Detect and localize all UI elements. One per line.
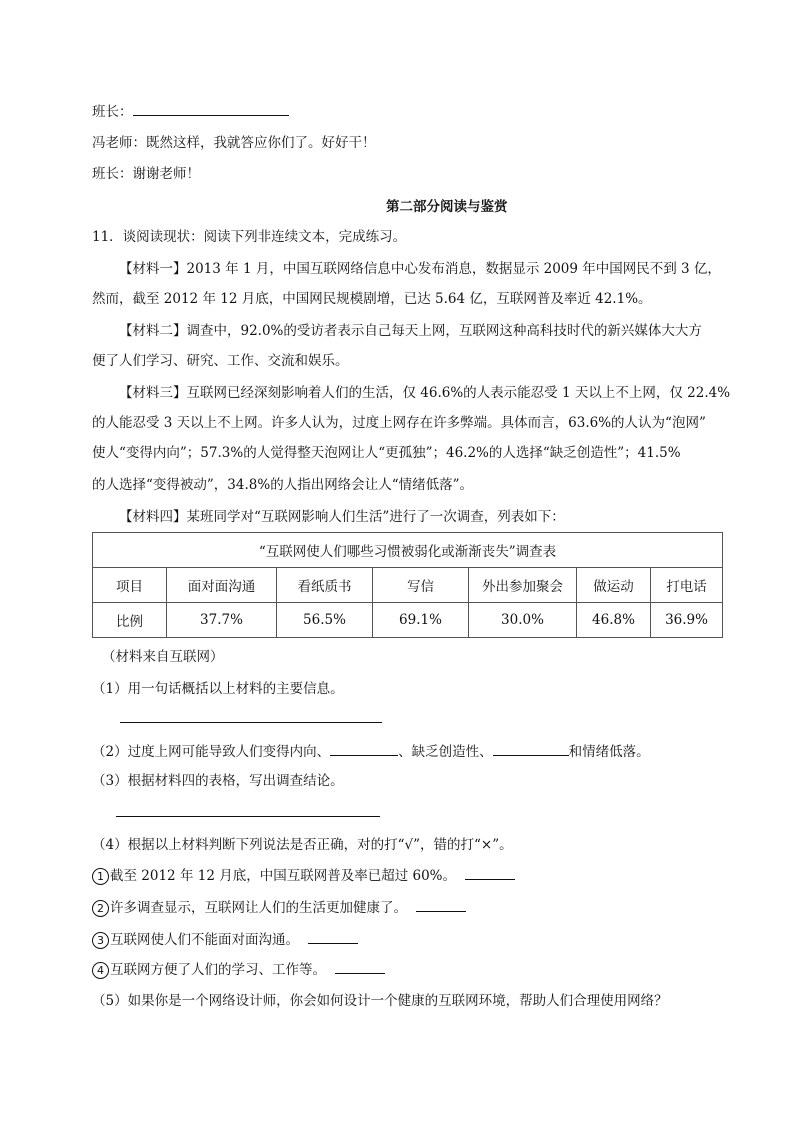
dialogue-line-thanks: 班长：谢谢老师！ (92, 166, 200, 182)
answer-blank[interactable] (308, 930, 358, 944)
statement-3 (92, 930, 358, 949)
answer-blank[interactable] (335, 960, 385, 974)
question-intro: 11．谈阅读现状：阅读下列非连续文本，完成练习。 (92, 229, 407, 245)
table-cell: 比例 (93, 603, 167, 638)
table-cell: 36.9% (651, 603, 723, 638)
table-cell: 面对面沟通 (167, 568, 277, 603)
table-row (93, 603, 723, 638)
subquestion-4: （4）根据以上材料判断下列说法是否正确，对的打“√”，错的打“×”。 (92, 837, 513, 853)
material-source: （材料来自互联网） (102, 649, 224, 665)
table-cell: 看纸质书 (277, 568, 373, 603)
section-title: 第二部分阅读与鉴赏 (386, 199, 508, 215)
answer-blank[interactable] (493, 742, 569, 756)
survey-table (92, 532, 723, 638)
subquestion-5: （5）如果你是一个网络设计师，你会如何设计一个健康的互联网环境，帮助人们合理使用网络？ (92, 993, 668, 1009)
circled-number-1: 1 (92, 868, 109, 885)
material-2-line-2: 便了人们学习、研究、工作、交流和娱乐。 (92, 353, 349, 369)
table-cell: 做运动 (577, 568, 651, 603)
table-cell: 56.5% (277, 603, 373, 638)
subquestion-2-part-c: 和情绪低落。 (568, 744, 650, 760)
subquestion-2-part-b: 、缺乏创造性、 (398, 744, 493, 760)
table-title-row (93, 533, 723, 568)
subquestion-2 (92, 742, 650, 761)
table-cell: 写信 (373, 568, 469, 603)
table-cell: 69.1% (373, 603, 469, 638)
material-1-line-2: 然而，截至 2012 年 12 月底，中国网民规模剧增，已达 5.64 亿，互联网普及率近 42.1%。 (92, 291, 652, 307)
answer-blank[interactable] (133, 102, 289, 116)
circled-number-2: 2 (92, 900, 109, 917)
subquestion-3: （3）根据材料四的表格，写出调查结论。 (92, 773, 344, 789)
statement-2 (92, 898, 466, 917)
material-4-intro: 【材料四】某班同学对“互联网影响人们生活”进行了一次调查，列表如下： (119, 509, 565, 525)
statement-2-text: 许多调查显示，互联网让人们的生活更加健康了。 (110, 900, 407, 916)
answer-blank[interactable] (465, 866, 515, 880)
statement-4 (92, 960, 385, 979)
material-3-line-1: 【材料三】互联网已经深刻影响着人们的生活，仅 46.6%的人表示能忍受 1 天以上不上网，仅 22.4% (119, 385, 731, 401)
subquestion-1: （1）用一句话概括以上材料的主要信息。 (92, 681, 344, 697)
table-title: “互联网使人们哪些习惯被弱化或渐渐丧失”调查表 (93, 533, 723, 568)
answer-line-3[interactable] (116, 816, 380, 817)
material-2-line-1: 【材料二】调查中，92.0%的受访者表示自己每天上网，互联网这种高科技时代的新兴媒体大大方 (119, 323, 702, 339)
statement-1-text: 截至 2012 年 12 月底，中国互联网普及率已超过 60%。 (110, 868, 456, 884)
speaker-label: 班长： (92, 104, 133, 120)
material-1-line-1: 【材料一】2013 年 1 月，中国互联网络信息中心发布消息，数据显示 2009 年中国网民不到 3 亿， (119, 261, 721, 277)
statement-4-text: 互联网方便了人们的学习、工作等。 (110, 962, 326, 978)
answer-blank[interactable] (416, 898, 466, 912)
table-cell: 30.0% (469, 603, 577, 638)
table-cell: 外出参加聚会 (469, 568, 577, 603)
answer-blank[interactable] (330, 742, 398, 756)
table-cell: 37.7% (167, 603, 277, 638)
answer-line-1[interactable] (120, 722, 382, 723)
table-cell: 项目 (93, 568, 167, 603)
subquestion-2-part-a: （2）过度上网可能导致人们变得内向、 (92, 744, 331, 760)
material-3-line-4: 的人选择“变得被动”，34.8%的人指出网络会让人“情绪低落”。 (92, 477, 473, 493)
table-cell: 46.8% (577, 603, 651, 638)
material-3-line-2: 的人能忍受 3 天以上不上网。许多人认为，过度上网存在许多弊端。具体而言，63.6%的人认为“泡网” (92, 415, 706, 431)
dialogue-line-teacher: 冯老师：既然这样，我就答应你们了。好好干！ (92, 135, 376, 151)
table-cell: 打电话 (651, 568, 723, 603)
circled-number-3: 3 (92, 932, 109, 949)
material-3-line-3: 使人“变得内向”；57.3%的人觉得整天泡网让人“更孤独”；46.2%的人选择“缺乏创造性”；41.5% (92, 445, 681, 461)
table-header-row (93, 568, 723, 603)
circled-number-4: 4 (92, 962, 109, 979)
statement-1 (92, 866, 515, 885)
dialogue-line-monitor (92, 102, 289, 121)
statement-3-text: 互联网使人们不能面对面沟通。 (110, 932, 299, 948)
